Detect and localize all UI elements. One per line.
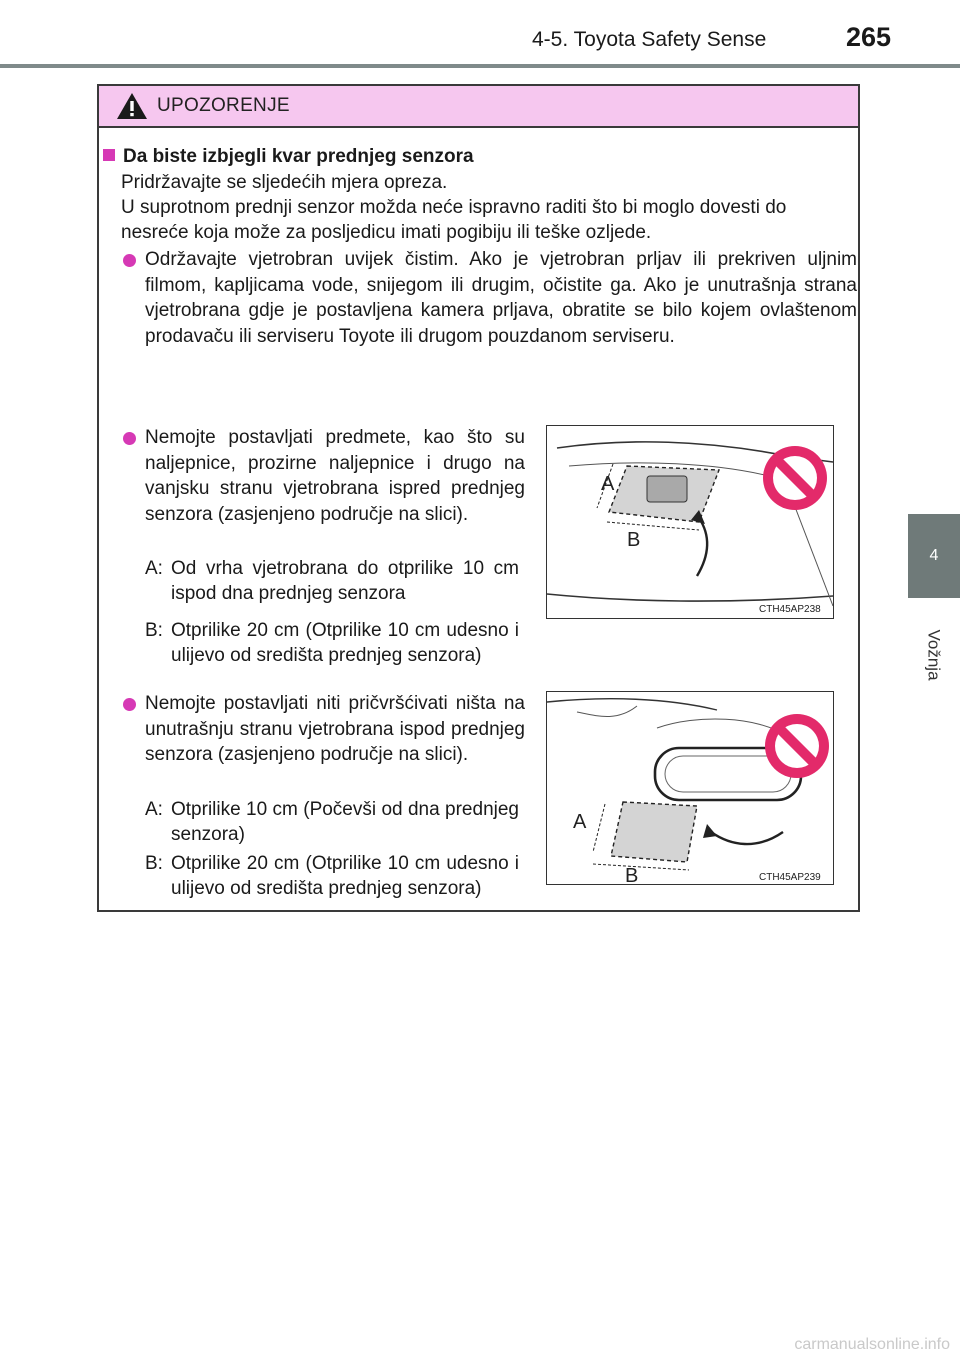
item-text: Otprilike 10 cm (Počevši od dna prednjeg senzora): [171, 799, 519, 845]
warning-title: UPOZORENJE: [157, 95, 290, 116]
figure-code: CTH45AP238: [759, 604, 821, 615]
label-a: A: [573, 811, 587, 833]
item-key: B:: [145, 620, 163, 641]
item-text: Otprilike 20 cm (Otprilike 10 cm udesno i ulijevo od središta prednjeg senzora): [171, 620, 519, 666]
chapter-tab[interactable]: [908, 514, 960, 598]
intro-line-2: U suprotnom prednji senzor možda neće ispravno raditi što bi moglo dovesti do nesreće koja može za posljedicu imati pogibiju ili teške ozljede.: [121, 197, 787, 243]
warning-box: [97, 84, 860, 912]
header-divider: [0, 64, 960, 68]
figure-code: CTH45AP239: [759, 872, 821, 883]
label-a: A: [601, 473, 615, 495]
bullet-2-text: Nemojte postavljati predmete, kao što su naljepnice, prozirne naljepnice i drugo na vanjsku stranu vjetrobrana ispred prednjeg senzora (zasjenjeno područje na slici).: [145, 427, 525, 525]
warning-header: [99, 86, 858, 128]
bullet-2-item-a: [145, 556, 519, 606]
chapter-number: 4: [929, 547, 939, 564]
bullet-3-text: Nemojte postavljati niti pričvršćivati ništa na unutrašnju stranu vjetrobrana ispod prednjeg senzora (zasjenjeno područje na slici).: [145, 693, 525, 765]
watermark: carmanualsonline.info: [794, 1336, 950, 1353]
item-key: B:: [145, 853, 163, 874]
warning-triangle-icon: [115, 91, 149, 121]
windshield-inner-illustration: [547, 692, 833, 884]
figure-outer-sensor-area: [546, 425, 834, 619]
chapter-label-container: [912, 600, 956, 710]
item-text: Od vrha vjetrobrana do otprilike 10 cm ispod dna prednjeg senzora: [171, 558, 519, 604]
bullet-dot-icon: [123, 698, 136, 711]
item-key: A:: [145, 558, 163, 579]
bullet-2-item-b: [145, 618, 519, 668]
subheading-text: Da biste izbjegli kvar prednjeg senzora: [123, 146, 474, 167]
warning-subheading: [103, 146, 474, 168]
intro-line-1: Pridržavajte se sljedećih mjera opreza.: [121, 172, 448, 193]
bullet-3-item-b: [145, 851, 519, 901]
section-title: 4-5. Toyota Safety Sense: [532, 28, 767, 51]
figure-inner-sensor-area: [546, 691, 834, 885]
bullet-3-item-a: [145, 797, 519, 847]
bullet-1-text: Održavajte vjetrobran uvijek čistim. Ako je vjetrobran prljav ili prekriven uljnim filmom, kapljicama vode, snijegom ili drugim, očistite ga. Ako je unutrašnja strana vjetrobrana gdje je postavljena kamera prljava, obratite se bilo kojem ovlaštenom prodavaču ili serviseru Toyote ili drugom pouzdanom serviseru.: [145, 249, 857, 347]
label-b: B: [625, 865, 639, 884]
bullet-dot-icon: [123, 432, 136, 445]
item-key: A:: [145, 799, 163, 820]
square-bullet-icon: [103, 149, 115, 161]
chapter-label: Vožnja: [925, 629, 945, 681]
label-b: B: [627, 529, 641, 551]
windshield-outer-illustration: [547, 426, 833, 618]
page-number: 265: [846, 22, 892, 52]
item-text: Otprilike 20 cm (Otprilike 10 cm udesno i ulijevo od središta prednjeg senzora): [171, 853, 519, 899]
bullet-dot-icon: [123, 254, 136, 267]
